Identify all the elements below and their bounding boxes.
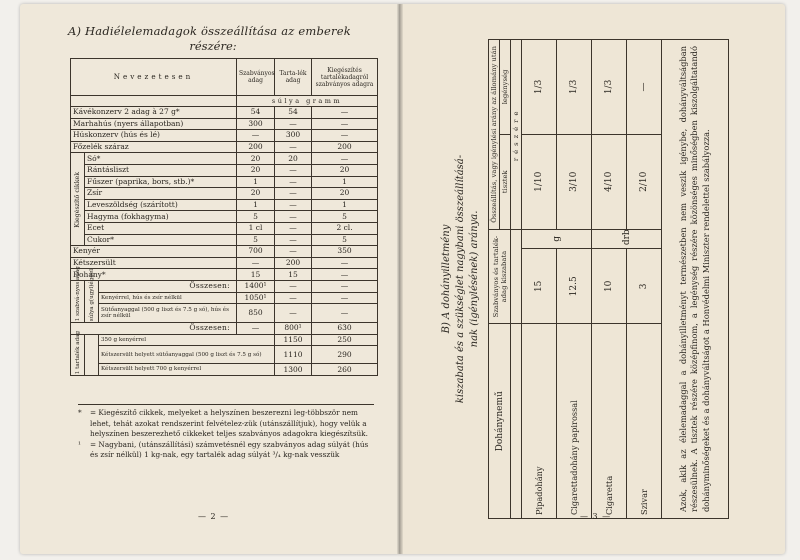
group-label-supplementary: Kiegészítő cikkek xyxy=(71,153,85,246)
table-row: Főzelék száraz 200 — 200 xyxy=(71,141,378,153)
header-supplement: Kiegészítés tartalékadagról szabványos adagra xyxy=(312,59,378,96)
table-row: Pipadohány 15 g 1/10 1/3 xyxy=(522,40,557,519)
std-group-label: 1 szabvá-nyos adag xyxy=(71,280,85,322)
table-row: Cukor* 5 — 5 xyxy=(71,234,378,246)
table-row: Kiegészítő cikkek Só* 20 20 — xyxy=(71,153,378,165)
table-row: Marhahús (nyers állapotban) 300 — — xyxy=(71,118,378,130)
unit-drb: drb xyxy=(592,229,662,248)
tobacco-table xyxy=(488,39,729,519)
footnote-one: ¹ = Nagybani, (utánszállítási) számvetésnél egy szabványos adag súlyát (hús és zsír nélkül) 1 kg-nak, egy tartalék adag súlyát ³/₄ kg-nak vesszük xyxy=(78,439,369,459)
table-row: Kétszersült helyett sütőanyaggal (500 g liszt és 7.5 g só) 1110 290 xyxy=(71,346,378,364)
table-row: Hagyma (fokhagyma) 5 — 5 xyxy=(71,211,378,223)
unit-row: súlya gramm xyxy=(237,96,378,107)
table-row: Leveszöldség (szárított) 1 — 1 xyxy=(71,199,378,211)
header-std: Szabványos és tartalék-adag kiszabata xyxy=(489,229,511,324)
table-row: Húskonzerv (hús és lé) — 300 — xyxy=(71,130,378,142)
table-row: Kenyér 700 — 350 xyxy=(71,246,378,258)
book-spine xyxy=(397,4,403,554)
ration-table xyxy=(70,58,378,376)
page-number-left: — 2 — xyxy=(198,512,230,521)
table-row: Szivar 3 2/10 — xyxy=(627,40,662,519)
header-reserve: Tarta-lék adag xyxy=(275,59,312,96)
table-row: Cigaretta 10 drb 4/10 1/3 xyxy=(592,40,627,519)
table-row: Kenyérrel, hús és zsír nélkül 1050¹ — — xyxy=(71,292,378,304)
total-row: 1 szabvá-nyos adag súlya g(ugyl)éggel Összesen: 1400¹ — — xyxy=(71,280,378,292)
right-page xyxy=(400,4,785,554)
table-row: Ecet 1 cl — 2 cl. xyxy=(71,222,378,234)
table-row: Dohány* 15 15 — xyxy=(71,269,378,281)
divider xyxy=(78,404,374,405)
table-row: Kávékonzerv 2 adag à 27 g* 54 54 — xyxy=(71,107,378,119)
table-row: Fűszer (paprika, bors, stb.)* 1 — 1 xyxy=(71,176,378,188)
page-number-right: — 3 — xyxy=(580,512,612,521)
table-row: Kétszersült helyett 700 g kenyérrel 1300 260 xyxy=(71,364,378,376)
unit-spacer xyxy=(71,96,237,107)
rotated-section-b xyxy=(440,39,760,519)
header-part: részére xyxy=(511,40,522,230)
header-tobacco-type: Dohánynemű xyxy=(489,324,511,519)
footnote-star: * = Kiegészítő cikkek, melyeket a helyszínen beszerezni leg-többször nem lehet, tehát azokat rendszerint felvételez-zük (utánszállítjuk), hogy velük a helyszínen beszerezhető cikkeket teljes szabványos adagokra kiegészítsük. xyxy=(78,408,368,438)
tobacco-note: Azok, akik az élelemadaggal a dohányilletményt természetben nem veszik igénybe, dohányváltságban részesülnek. A tisztek részére középfinom, a legénység részére közönséges minőségben kiszolgáltatandó dohányminőségeket és a dohányváltságot a Honvédelmi Miniszter rendelettel szabályozza. xyxy=(662,40,729,519)
footnotes xyxy=(78,404,374,461)
weight-label: súlya g(ugyl)éggel xyxy=(85,280,99,322)
table-row: Kétszersült — 200 — xyxy=(71,257,378,269)
table-row: Cigarettadohány papirossal 12.5 3/10 1/3 xyxy=(557,40,592,519)
table-row: Rántásliszt 20 — 20 xyxy=(71,164,378,176)
reserve-group-label: 1 tartalék adag xyxy=(71,334,85,375)
table-row: Zsír 20 — 20 xyxy=(71,188,378,200)
table-row: Sütőanyaggal (500 g liszt és 7.5 g só), hús és zsír nélkül 850 — — xyxy=(71,304,378,323)
header-men: legénység xyxy=(500,40,511,135)
header-name: Nevezetesen xyxy=(71,59,237,96)
left-page xyxy=(20,4,400,554)
header-officers: tisztek xyxy=(500,134,511,229)
header-ratio: Összeállítás, vagy igénylési arány az állomány után xyxy=(489,40,500,230)
header-standard: Szabványos adag xyxy=(237,59,275,96)
table-row: 1 tartalék adag 350 g kenyérrel 1150 250 xyxy=(71,334,378,346)
section-b-heading: B) A dohányilletmény kiszabata és a szükséglet nagybani összeállításá- nak (igénylésének) aránya. xyxy=(441,154,480,404)
section-a-title: A) Hadiélelemadagok összeállítása az emberek részére: xyxy=(68,24,351,53)
total-row-2: Összesen: — 800¹ 630 xyxy=(71,323,378,335)
unit-g: g xyxy=(522,229,592,248)
